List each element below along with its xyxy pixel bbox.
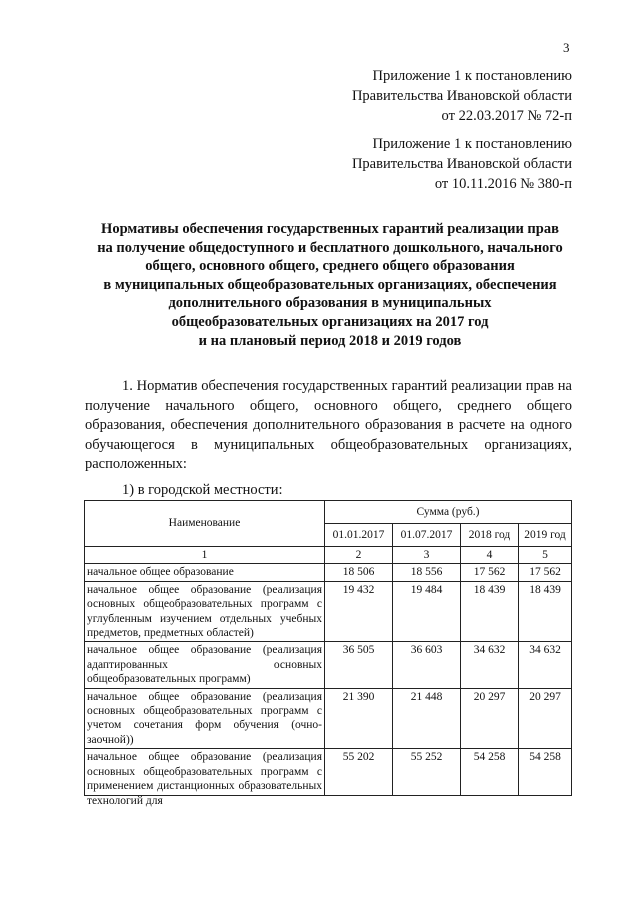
value-cell: 18 439 [461, 581, 519, 642]
title-line: общеобразовательных организациях на 2017 год [171, 313, 489, 330]
value-cell: 19 484 [393, 581, 461, 642]
body-paragraph [85, 377, 572, 475]
table-row [85, 642, 572, 688]
column-header-sum: Сумма (руб.) [325, 501, 572, 524]
appendix-line: Правительства Ивановской области [351, 156, 572, 172]
row-name-text: начальное общее образование (реализация основных общеобразовательных программ с применением дистанционных образовательных технологий для [87, 751, 322, 807]
appendix-line: Приложение 1 к постановлению [372, 68, 572, 84]
paragraph-text: 1. Норматив обеспечения государственных гарантий реализации прав на получение начального общего, основного общего, среднего общего образования, обеспечения дополнительного образования в расчете на одного обучающегося в муниципальных общеобразовательных организациях, расположенных: [85, 378, 572, 472]
page-number: 3 [563, 40, 570, 55]
value-cell: 19 432 [325, 581, 393, 642]
row-name: начальное общее образование (реализация основных общеобразовательных программ с углубленным изучением отдельных учебных предметов, предметных областей) [85, 581, 325, 642]
title-line: дополнительного образования в муниципальных [168, 295, 492, 312]
title-line: на получение общедоступного и бесплатного дошкольного, начального [97, 239, 563, 256]
value-cell: 17 562 [519, 564, 572, 581]
table-row [85, 749, 572, 796]
value-cell: 54 258 [519, 749, 572, 796]
period-header: 01.01.2017 [325, 524, 393, 547]
standards-table [84, 500, 572, 807]
table-row [85, 581, 572, 642]
index-cell: 3 [393, 547, 461, 564]
value-cell: 36 603 [393, 642, 461, 688]
value-cell: 36 505 [325, 642, 393, 688]
table-row [85, 564, 572, 581]
row-name [85, 749, 325, 807]
appendix-reference-original [352, 134, 572, 194]
title-line: и на плановый период 2018 и 2019 годов [198, 332, 462, 349]
value-cell: 21 448 [393, 688, 461, 749]
value-cell: 20 297 [519, 688, 572, 749]
value-cell: 18 556 [393, 564, 461, 581]
row-name: начальное общее образование (реализация адаптированных основных общеобразовательных программ) [85, 642, 325, 688]
document-title [80, 220, 580, 350]
value-cell: 21 390 [325, 688, 393, 749]
row-name: начальное общее образование [85, 564, 325, 581]
period-header: 2019 год [519, 524, 572, 547]
value-cell: 20 297 [461, 688, 519, 749]
appendix-date-line: от 22.03.2017 № 72-п [441, 108, 572, 124]
value-cell: 34 632 [461, 642, 519, 688]
title-line: в муниципальных общеобразовательных организациях, обеспечения [103, 276, 557, 293]
index-cell: 5 [519, 547, 572, 564]
title-line: Нормативы обеспечения государственных гарантий реализации прав [101, 221, 559, 237]
value-cell: 34 632 [519, 642, 572, 688]
row-name: начальное общее образование (реализация основных общеобразовательных программ с учетом сочетания форм обучения (очно-заочной)) [85, 688, 325, 749]
value-cell: 55 252 [393, 749, 461, 796]
appendix-line: Правительства Ивановской области [351, 88, 572, 104]
period-header: 2018 год [461, 524, 519, 547]
value-cell: 54 258 [461, 749, 519, 796]
value-cell: 55 202 [325, 749, 393, 796]
appendix-date-line: от 10.11.2016 № 380-п [434, 176, 572, 192]
section-subheading: 1) в городской местности: [122, 482, 283, 498]
period-header: 01.07.2017 [393, 524, 461, 547]
value-cell: 17 562 [461, 564, 519, 581]
appendix-reference-current [352, 66, 572, 126]
value-cell: 18 439 [519, 581, 572, 642]
value-cell: 18 506 [325, 564, 393, 581]
index-cell: 4 [461, 547, 519, 564]
table-index-row [85, 547, 572, 564]
index-cell: 1 [85, 547, 325, 564]
table-row [85, 688, 572, 749]
index-cell: 2 [325, 547, 393, 564]
title-line: общего, основного общего, среднего общего образования [145, 258, 515, 275]
column-header-name: Наименование [85, 501, 325, 547]
appendix-line: Приложение 1 к постановлению [372, 136, 572, 152]
table-header-row [85, 501, 572, 524]
